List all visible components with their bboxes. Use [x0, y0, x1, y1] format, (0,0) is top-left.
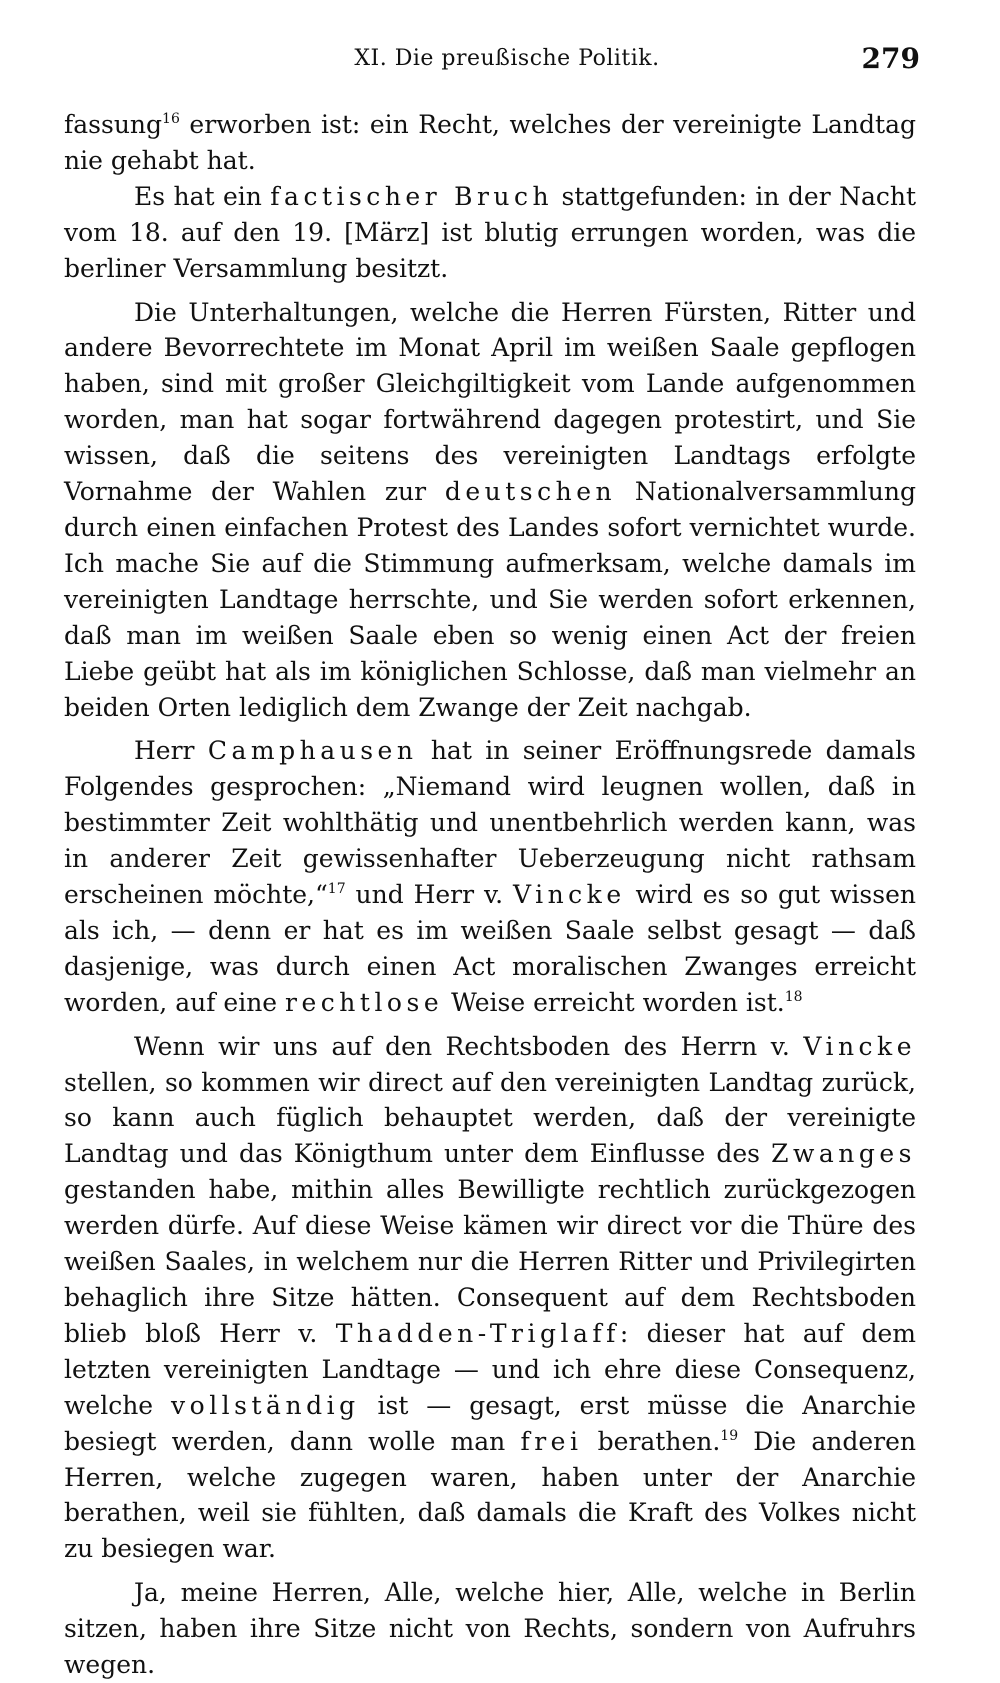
text-run: hat in seiner Eröffnungsrede damals Folgendes gesprochen: „Niemand wird leugnen wollen, daß in bestimmter Zeit wohlthätig und unentbehrlich werden kann, was in anderer Zeit gewissenhafter Ueberzeugung nicht rathsam erscheinen möchte,“ — [64, 736, 916, 910]
text-run: gestanden habe, mithin alles Bewilligte rechtlich zurückgezogen werden dürfe. Auf diese Weise kämen wir direct vor die Thüre des weißen Saales, in welchem nur die Herren Ritter und Privilegirten behaglich ihre Sitze hätten. Consequent auf dem Rechtsboden blieb bloß Herr v. — [64, 1175, 916, 1348]
text-run: fassung — [64, 110, 163, 139]
paragraph-1 — [64, 107, 916, 179]
text-run: berathen. — [582, 1426, 721, 1456]
paragraph-3 — [64, 295, 916, 726]
page-number: 279 — [861, 42, 920, 75]
emphasis-spaced: rechtlose — [285, 987, 444, 1017]
emphasis-spaced: factischer Bruch — [270, 181, 554, 211]
emphasis-spaced: vollständig — [171, 1390, 360, 1420]
text-run: Nationalversammlung durch einen einfachen Protest des Landes sofort vernichtet wurde. Ich mache Sie auf die Stimmung aufmerksam, welche damals im vereinigten Landtage herrschte, und Sie werden sofort erkennen, daß man im weißen Saale eben so wenig einen Act der freien Liebe geübt hat als im königlichen Schlosse, daß man vielmehr an beiden Orten lediglich dem Zwange der Zeit nachgab. — [64, 477, 916, 722]
text-run: : dieser hat auf dem letzten vereinigten Landtage — und ich ehre diese Consequenz, welche — [64, 1318, 916, 1420]
text-run: Herr — [134, 736, 208, 766]
paragraph-6 — [64, 1575, 916, 1683]
text-run: wird es so gut wissen als ich, — denn er hat es im weißen Saale selbst gesagt — daß dasjenige, was durch einen Act moralischen Zwanges erreicht worden, auf eine — [64, 880, 916, 1017]
text-run: ist — gesagt, erst müsse die Anarchie besiegt werden, dann wolle man — [64, 1390, 916, 1456]
emphasis-spaced: Zwanges — [771, 1139, 916, 1169]
text-run: Die anderen Herren, welche zugegen waren, haben unter der Anarchie berathen, weil sie fühlten, daß damals die Kraft des Volkes nicht zu besiegen war. — [64, 1426, 916, 1564]
running-title: XI. Die preußische Politik. — [354, 46, 660, 71]
emphasis-spaced: deutschen — [444, 477, 617, 507]
text-run: stellen, so kommen wir direct auf den vereinigten Landtag zurück, so kann auch füglich behauptet werden, daß der vereinigte Landtag und das Königthum unter dem Einflusse des — [64, 1067, 916, 1169]
text-run: Wenn wir uns auf den Rechtsboden des Herrn v. — [134, 1031, 804, 1061]
emphasis-spaced: Vincke — [512, 880, 626, 910]
footnote-ref-18: 18 — [784, 988, 803, 1005]
footnote-ref-16: 16 — [162, 111, 180, 127]
text-run: Weise erreicht worden ist. — [443, 987, 785, 1017]
text-run: Ja, meine Herren, Alle, welche hier, Alle, welche in Berlin sitzen, haben ihre Sitze nicht von Rechts, sondern von Aufruhrs wegen. — [64, 1578, 916, 1680]
emphasis-spaced: Thadden-Triglaff — [335, 1318, 620, 1348]
text-run: Die Unterhaltungen, welche die Herren Fürsten, Ritter und andere Bevorrechtete im Monat April im weißen Saale gepflogen haben, sind mit großer Gleichgiltigkeit vom Lande aufgenommen worden, man hat sogar fortwährend dagegen protestirt, und Sie wissen, daß die seitens des vereinigten Landtags erfolgte Vornahme der Wahlen zur — [64, 297, 916, 507]
footnote-ref-17: 17 — [327, 881, 346, 898]
paragraph-2 — [64, 179, 916, 287]
text-run: erworben ist: ein Recht, welches der vereinigte Landtag nie gehabt hat. — [64, 110, 916, 175]
body-text — [64, 107, 916, 1683]
text-run: und Herr v. — [345, 880, 513, 910]
emphasis-spaced: frei — [520, 1426, 583, 1456]
emphasis-spaced: Camphausen — [207, 736, 418, 766]
text-run: stattgefunden: in der Nacht vom 18. auf den 19. [März] ist blutig errungen worden, was die berliner Versammlung besitzt. — [64, 181, 916, 283]
paragraph-5 — [64, 1029, 916, 1568]
running-head — [64, 40, 920, 80]
emphasis-spaced: Vincke — [803, 1031, 916, 1061]
footnote-ref-19: 19 — [720, 1427, 739, 1444]
text-run: Es hat ein — [134, 181, 271, 211]
paragraph-4 — [64, 733, 916, 1020]
